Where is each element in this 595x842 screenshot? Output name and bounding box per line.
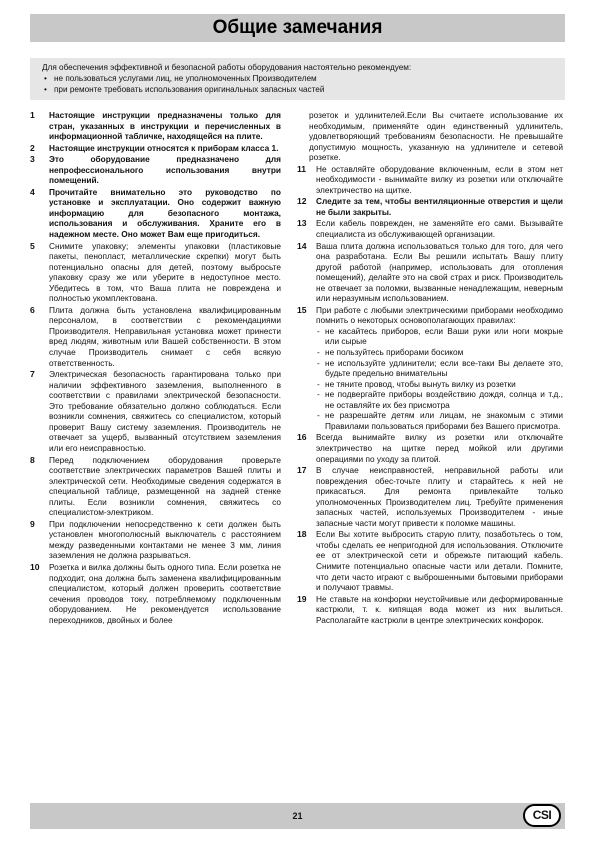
list-item (30, 305, 281, 368)
list-item (30, 187, 281, 240)
item-text: Не оставляйте оборудование включенным, если в этом нет необходимости - вынимайте вилку из розетки или отключайте электричество на щитке. (316, 163, 563, 195)
item-number: 6 (30, 304, 35, 315)
list-item (30, 369, 281, 453)
sub-list-item: - не разрешайте детям или лицам, не знакомым с этими Правилами пользоваться приборами без Вашего присмотра. (316, 410, 563, 431)
item-number: 19 (297, 593, 307, 604)
item-text: Розетка и вилка должны быть одного типа. Если розетка не подходит, она должна быть заменена квалифицированным специалистом, который должен проверить соответствие сечения проводов току, потребляемому подключенным оборудованием. Не рекомендуется использование переходников, двойных и более (49, 561, 281, 625)
item-number: 16 (297, 432, 307, 443)
item-number: 5 (30, 240, 35, 251)
list-item (297, 529, 563, 592)
list-item (30, 143, 281, 154)
sub-list-item: - не пользуйтесь приборами босиком (316, 347, 563, 358)
item-text: При подключении непосредственно к сети должен быть установлен многополюсный выключатель с расстоянием между разведенными контактами не менее 3 мм, линия заземления не должна разрываться. (49, 518, 281, 561)
item-number: 13 (297, 218, 307, 229)
item-number: 14 (297, 240, 307, 251)
item-text: Снимите упаковку; элементы упаковки (пластиковые пакеты, пенопласт, металлические скрепки) могут быть потенциально опасны для детей, поэтому выбросьте упаковку сразу же или уберите в недоступное место. Убедитесь в том, что Ваша плита не повреждена и полностью укомплектована. (49, 240, 281, 304)
csi-logo: CSI (523, 804, 561, 827)
item-text: В случае неисправностей, неправильной работы или повреждения обес-точьте плиту и старайтесь к ней не прикасаться. Для ремонта привлекайте только уполномоченных Производителем лиц. Требуйте применения запасных частей, используемых Производителем - иные запасные части могут привести к поломке машины. (316, 465, 563, 528)
item-text: Перед подключением оборудования проверьте соответствие электрических параметров Вашей плиты и электрической сети. Необходимые сведения содержатся в специальной таблице, размещенной на задней стенке плиты. Если возникли сомнения, свяжитесь со специалистом-электриком. (49, 454, 281, 518)
continued-text: розеток и удлинителей.Если Вы считаете использование их необходимым, применяйте один единственный удлинитель, удовлетворяющий требованиям безопасности. Не превышайте допустимую мощность, указанную на удлинителе и сетевой розетке. (309, 110, 563, 163)
list-item (297, 218, 563, 239)
page-title: Общие замечания (212, 17, 383, 38)
sub-list-item: - не тяните провод, чтобы вынуть вилку из розетки (316, 379, 563, 390)
list-item (30, 241, 281, 304)
sub-list-item: - не касайтесь приборов, если Ваши руки или ноги мокрые или сырые (316, 326, 563, 347)
sub-list-item: - не используйте удлинители; если все-таки Вы делаете это, будьте предельно внимательны (316, 358, 563, 379)
item-text: Плита должна быть установлена квалифицированным персоналом, в соответствии с рекомендациями Производителя. Неправильная установка может принести вред людям, животным или Вашей собственности. В этом случае Производитель снимает с себя всякую ответственность. (49, 304, 281, 368)
item-number: 12 (297, 196, 307, 207)
item-text: Не ставьте на конфорки неустойчивые или деформированные кастрюли, т. к. кипящая вода может из них вылиться. Располагайте кастрюли в центре электрических конфорок. (316, 593, 563, 625)
title-bar (30, 14, 565, 42)
item-number: 3 (30, 154, 35, 165)
list-item (297, 432, 563, 464)
list-item (30, 519, 281, 561)
item-number: 4 (30, 186, 35, 197)
list-item (297, 594, 563, 626)
list-item (297, 196, 563, 217)
intro-bullet: • не пользоваться услугами лиц, не уполномоченных Производителем (42, 73, 559, 84)
item-number: 11 (297, 163, 307, 174)
item-number: 18 (297, 529, 307, 540)
intro-bullets (42, 73, 559, 95)
list-item (297, 164, 563, 196)
item-text: Следите за тем, чтобы вентиляционные отверстия и щели не были закрыты. (316, 196, 563, 217)
item-text: При работе с любыми электрическими приборами необходимо помнить о некоторых основополагающих правилах: (316, 304, 563, 326)
intro-bullet: • при ремонте требовать использования оригинальных запасных частей (42, 84, 559, 95)
intro-box (30, 58, 565, 100)
footer-bar (30, 803, 565, 829)
right-column (297, 110, 563, 626)
list-item (30, 154, 281, 186)
list-item (297, 241, 563, 304)
item-text: Настоящие инструкции предназначены только для стран, указанных в инструкции и перечисленных в информационной табличке, находящейся на плите. (49, 110, 281, 142)
item-text: Электрическая безопасность гарантирована только при наличии эффективного заземления, выполненного в соответствии с правилами электрической безопасности. Это требование обязательно должно соблюдаться. Если возникли сомнения, свяжитесь со специалистом, который проверит Вашу систему заземления. Производитель не отвечает за ущерб, вызванный отсутствием заземления или его неисправностью. (49, 369, 281, 453)
sub-list-item: - не подвергайте приборы воздействию дождя, солнца и т.д., не оставляйте их без присмотра (316, 389, 563, 410)
item-number: 17 (297, 465, 307, 476)
left-column (30, 110, 281, 626)
item-number: 8 (30, 454, 35, 465)
page-number: 21 (292, 811, 303, 821)
item-number: 9 (30, 518, 35, 529)
list-item (297, 305, 563, 432)
item-number: 7 (30, 369, 35, 380)
list-item (30, 110, 281, 142)
item-text: Прочитайте внимательно это руководство по установке и эксплуатации. Оно содержит важную информацию для безопасного монтажа, использования и обслуживания. Храните его в надежном месте. Оно может Вам еще пригодиться. (49, 186, 281, 240)
list-item (30, 455, 281, 518)
item-text: Настоящие инструкции относятся к приборам класса 1. (49, 142, 279, 153)
item-number: 15 (297, 304, 307, 315)
item-text: Всегда вынимайте вилку из розетки или отключайте электричество на щитке перед мойкой или другими операциями по уходу за плитой. (316, 432, 563, 464)
item-text: Это оборудование предназначено для непрофессионального использования внутри помещений. (49, 154, 281, 186)
item-number: 10 (30, 561, 40, 572)
item-text: Если Вы хотите выбросить старую плиту, позаботьтесь о том, чтобы сделать ее непригодной для использования. Отключите ее от электрической сети и обрежьте питающий кабель. Снимите потенциально опасные части или детали. Помните, что дети часто играют с выброшенными бытовыми приборами и получают травмы. (316, 529, 563, 593)
item-number: 2 (30, 142, 35, 153)
item-number: 1 (30, 110, 35, 120)
list-item (297, 465, 563, 528)
item-text: Ваша плита должна использоваться только для того, для чего она разработана. Если Вы решили испытать Вашу плиту другой работой (например, использовать для отопления помещений), делайте это на свой страх и риск. Производитель не отвечает за поломки, вызванные ненадлежащим, неверным или неразумным использованием. (316, 240, 563, 304)
item-text: Если кабель поврежден, не заменяйте его сами. Вызывайте специалиста из обслуживающей организации. (316, 218, 563, 240)
intro-lead: Для обеспечения эффективной и безопасной работы оборудования настоятельно рекомендуем: (42, 63, 412, 72)
list-item (30, 562, 281, 625)
sub-list (316, 326, 563, 431)
